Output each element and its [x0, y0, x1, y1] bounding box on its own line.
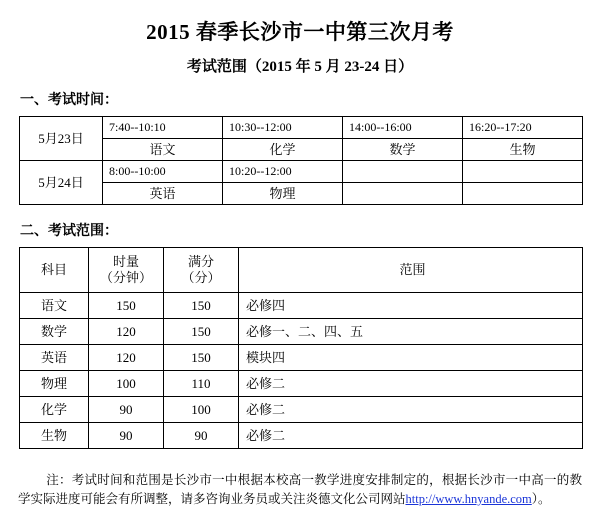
scope-full-mark: 110	[164, 371, 239, 397]
page-subtitle: 考试范围（2015 年 5 月 23-24 日）	[186, 59, 414, 75]
scope-range: 模块四	[239, 345, 583, 371]
exam-schedule-table	[19, 116, 583, 205]
schedule-subject: 物理	[223, 183, 343, 205]
scope-subject: 英语	[20, 345, 89, 371]
scope-full-mark: 90	[164, 423, 239, 449]
column-header-full-mark-line2: （分）	[181, 270, 221, 285]
footer-note-text: 注：考试时间和范围是长沙市一中根据本校高一教学进度安排制定的，根据长沙市一中高一的教学实际进度可能会有所调整，请多咨询业务员或关注炎德文化公司网站	[18, 473, 582, 506]
scope-subject: 数学	[20, 319, 89, 345]
scope-range: 必修四	[239, 293, 583, 319]
scope-duration: 90	[89, 423, 164, 449]
column-header-duration-line1: 时量	[112, 254, 139, 269]
column-header-subject: 科目	[20, 248, 89, 293]
schedule-subject: 化学	[223, 139, 343, 161]
scope-range: 必修一、二、四、五	[239, 319, 583, 345]
schedule-time-slot: 14:00--16:00	[343, 117, 463, 139]
schedule-subject: 生物	[463, 139, 583, 161]
schedule-subject: 语文	[103, 139, 223, 161]
scope-subject: 生物	[20, 423, 89, 449]
footer-note-text-end: ）。	[531, 492, 551, 506]
company-website-link[interactable]: http://www.hnyande.com	[405, 492, 532, 506]
schedule-empty-cell	[343, 161, 463, 183]
section-heading-exam-time: 一、考试时间：	[20, 93, 118, 108]
page-title: 2015 春季长沙市一中第三次月考	[146, 20, 454, 44]
scope-full-mark: 150	[164, 345, 239, 371]
scope-full-mark: 150	[164, 319, 239, 345]
scope-duration: 120	[89, 345, 164, 371]
schedule-empty-cell	[343, 183, 463, 205]
scope-full-mark: 100	[164, 397, 239, 423]
table-header-row	[20, 248, 583, 293]
scope-duration: 120	[89, 319, 164, 345]
column-header-range: 范围	[239, 248, 583, 293]
table-row	[20, 161, 583, 183]
scope-duration: 100	[89, 371, 164, 397]
footer-note	[18, 471, 582, 509]
table-row	[20, 319, 583, 345]
scope-range: 必修二	[239, 423, 583, 449]
column-header-full-mark-line1: 满分	[187, 254, 214, 269]
table-row	[20, 423, 583, 449]
table-row	[20, 371, 583, 397]
table-row	[20, 345, 583, 371]
schedule-time-slot: 7:40--10:10	[103, 117, 223, 139]
scope-subject: 物理	[20, 371, 89, 397]
table-row	[20, 293, 583, 319]
schedule-time-slot: 16:20--17:20	[463, 117, 583, 139]
scope-subject: 化学	[20, 397, 89, 423]
scope-range: 必修二	[239, 397, 583, 423]
table-row	[20, 117, 583, 139]
schedule-subject: 数学	[343, 139, 463, 161]
scope-duration: 150	[89, 293, 164, 319]
column-header-duration	[89, 248, 164, 293]
schedule-day-label: 5月23日	[20, 117, 103, 161]
schedule-time-slot: 10:20--12:00	[223, 161, 343, 183]
schedule-empty-cell	[463, 183, 583, 205]
schedule-time-slot: 8:00--10:00	[103, 161, 223, 183]
scope-subject: 语文	[20, 293, 89, 319]
table-row	[20, 139, 583, 161]
scope-full-mark: 150	[164, 293, 239, 319]
column-header-full-mark	[164, 248, 239, 293]
table-row	[20, 183, 583, 205]
schedule-day-label: 5月24日	[20, 161, 103, 205]
section-heading-exam-scope: 二、考试范围：	[20, 224, 118, 239]
column-header-duration-line2: （分钟）	[99, 270, 152, 285]
scope-range: 必修二	[239, 371, 583, 397]
table-row	[20, 397, 583, 423]
schedule-empty-cell	[463, 161, 583, 183]
schedule-subject: 英语	[103, 183, 223, 205]
exam-scope-table	[19, 247, 583, 449]
schedule-time-slot: 10:30--12:00	[223, 117, 343, 139]
scope-duration: 90	[89, 397, 164, 423]
